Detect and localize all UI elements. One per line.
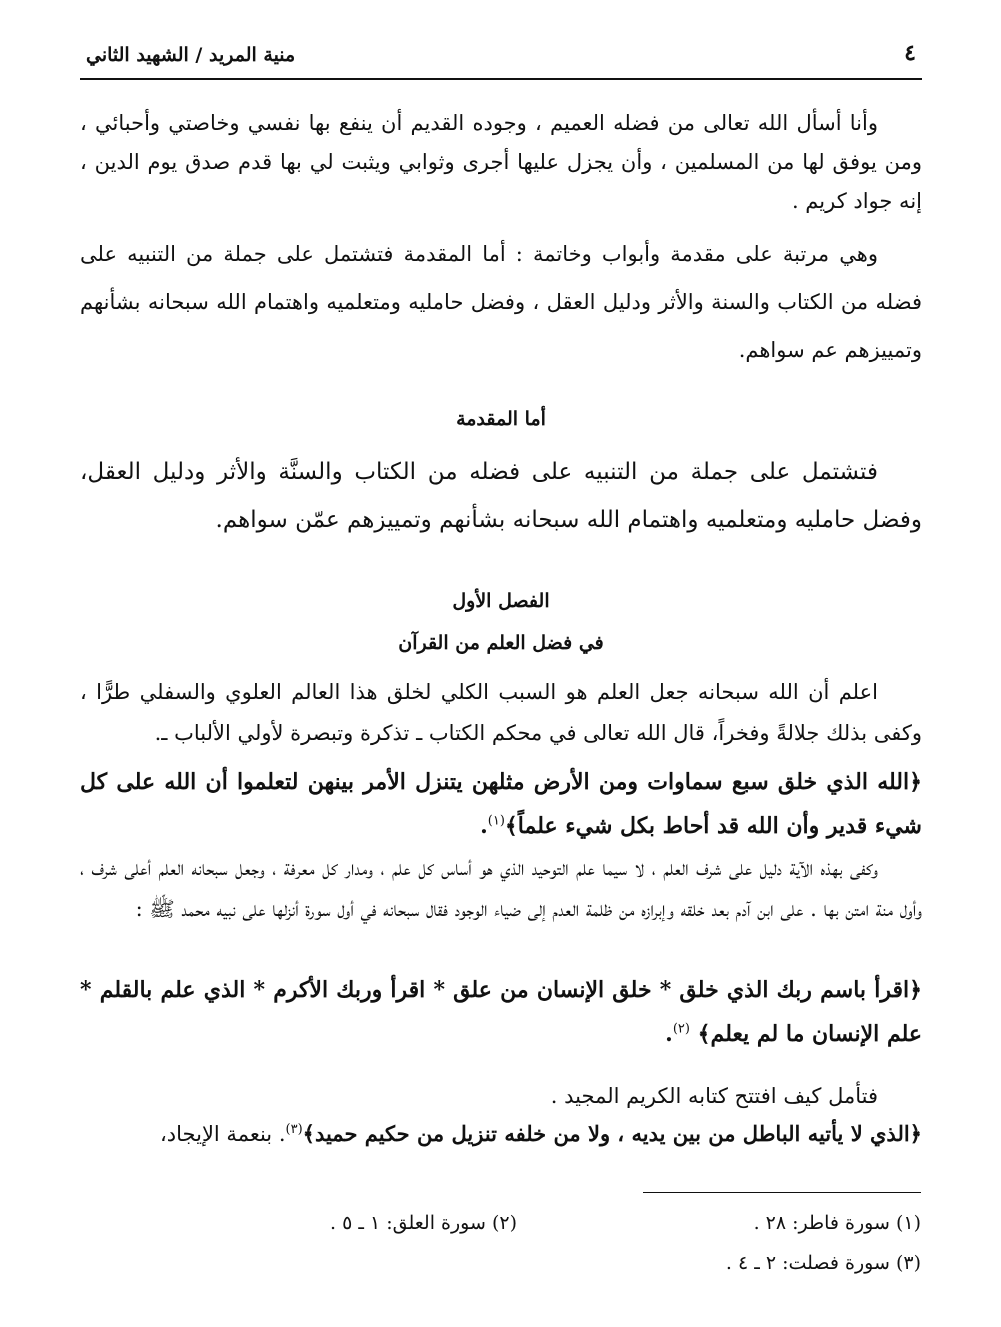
paragraph-text: وكفى بهذه الآية دليل على شرف العلم ، لا سيما علم التوحيد الذي هو أساس كل علم ، ومدار كل معرفة ، وجعل سبحانه العلم أعلى شرف ، وأول منة امتن بها . على ابن آدم بعد خلقه وإبرازه من ظلمة العدم إلى ضياء الوجود فقال سبحانه في أول سورة أنزلها على نبيه محمد ﷺ :	[80, 856, 922, 921]
page-number: ٤	[904, 40, 916, 66]
footnote-2: (٢) سورة العلق: ١ ـ ٥ .	[330, 1212, 517, 1234]
paragraph-prayer: وأنا أسأل الله تعالى من فضله العميم ، وجوده القديم أن ينفع بها نفسي وخاصتي وأحبائي ، ومن يوفق لها من المسلمين ، وأن يجزل عليها أجرى وثوابي ويثبت لي بها قدم صدق يوم الدين ، إنه جواد كريم .	[80, 111, 922, 213]
quran-quote-alaq: ﴿اقرأ باسم ربك الذي خلق * خلق الإنسان من علق * اقرأ وربك الأكرم * الذي علم بالقلم * علم الإنسان ما لم يعلم﴾ $^{(٢)}$.	[80, 977, 922, 1047]
quran-quote-talaq: ﴿الله الذي خلق سبع سماوات ومن الأرض مثلهن يتنزل الأمر بينهن لتعلموا أن الله على كل شيء قدير وأن الله قد أحاط بكل شيء علماً﴾$^{(١)}$.	[80, 769, 922, 839]
paragraph-verse-evidence	[80, 848, 922, 930]
paragraph-introduction: فتشتمل على جملة من التنبيه على فضله من الكتاب والسنَّة والأثر ودليل العقل، وفضل حامليه ومتعلميه واهتمام الله سبحانه بشأنهم وتمييزهم عمّن سواهم.	[80, 459, 922, 533]
footnote-separator	[643, 1192, 921, 1193]
paragraph-tail: . بنعمة الإيجاد،	[160, 1122, 286, 1146]
paragraph-structure: وهي مرتبة على مقدمة وأبواب وخاتمة : أما المقدمة فتشتمل على جملة من التنبيه على فضله من الكتاب والسنة والأثر ودليل العقل ، وفضل حامليه ومتعلميه واهتمام الله سبحانه بشأنهم وتمييزهم عم سواهم.	[80, 242, 922, 362]
quote-text: ﴿الله الذي خلق سبع سماوات ومن الأرض مثلهن يتنزل الأمر بينهن لتعلموا أن الله على كل شيء قدير وأن الله قد أحاط بكل شيء علماً﴾	[80, 769, 922, 839]
book-title: منية المريد / الشهيد الثاني	[86, 44, 296, 66]
paragraph-contemplate: فتأمل كيف افتتح كتابه الكريم المجيد .	[550, 1084, 878, 1108]
section-heading-introduction: أما المقدمة	[456, 408, 546, 430]
quote-text: ﴿اقرأ باسم ربك الذي خلق * خلق الإنسان من علق * اقرأ وربك الأكرم * الذي علم بالقلم * علم الإنسان ما لم يعلم﴾	[80, 977, 922, 1047]
quote-text: ﴿الذي لا يأتيه الباطل من بين يديه ، ولا من خلفه تنزيل من حكيم حميد﴾	[302, 1121, 922, 1146]
footnote-ref-2: (٢)	[672, 1021, 690, 1037]
chapter-heading: الفصل الأول	[452, 590, 550, 612]
chapter-subheading: في فضل العلم من القرآن	[398, 632, 604, 654]
paragraph-fussilat	[80, 1114, 922, 1154]
footnote-3: (٣) سورة فصلت: ٢ ـ ٤ .	[725, 1252, 921, 1274]
footnote-1: (١) سورة فاطر: ٢٨ .	[753, 1212, 921, 1234]
footnote-ref-1: (١)	[487, 813, 505, 829]
paragraph-knowledge-cause: اعلم أن الله سبحانه جعل العلم هو السبب الكلي لخلق هذا العالم العلوي والسفلي طرًّا ، وكفى بذلك جلالةً وفخراً، قال الله تعالى في محكم الكتاب ـ تذكرة وتبصرة لأولي الألباب ـ.	[80, 680, 922, 745]
running-header	[80, 38, 922, 80]
footnote-ref-3: (٣)	[285, 1122, 303, 1137]
